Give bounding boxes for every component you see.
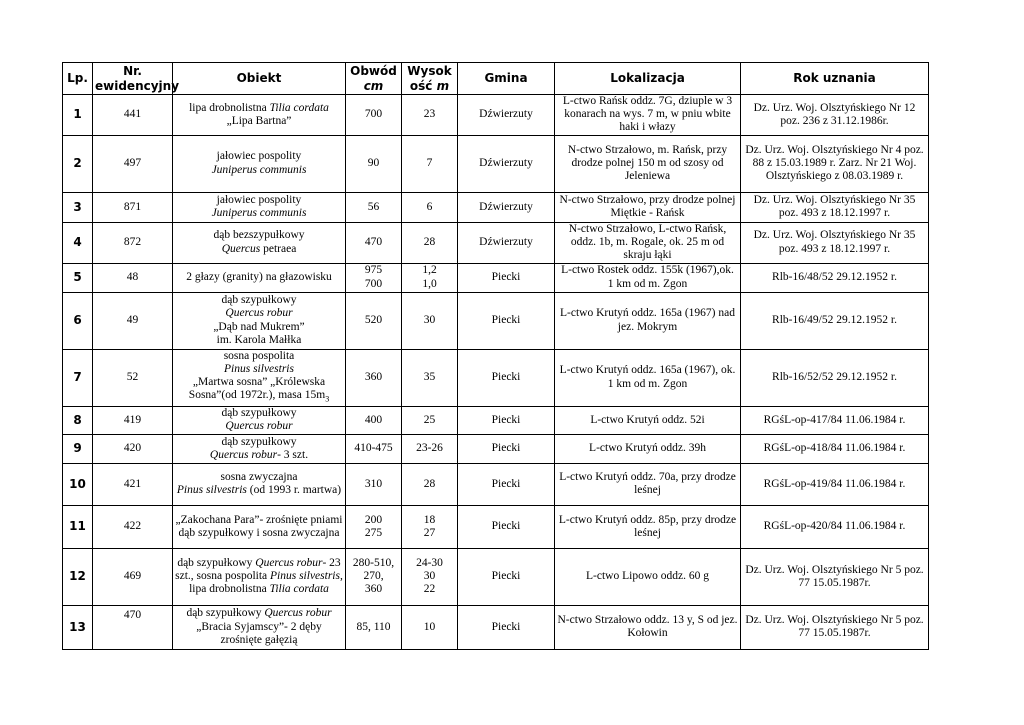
header-obwod bbox=[346, 63, 402, 95]
cell-obiekt: dąb szypułkowy Quercus robur- 3 szt. bbox=[173, 434, 346, 463]
header-obwod-unit: cm bbox=[363, 78, 384, 93]
cell-rok: Dz. Urz. Woj. Olsztyńskiego Nr 35 poz. 493 z 18.12.1997 r. bbox=[741, 222, 929, 263]
cell-nr: 49 bbox=[93, 292, 173, 349]
header-lokalizacja: Lokalizacja bbox=[555, 63, 741, 95]
cell-obiekt: jałowiec pospolity Juniperus communis bbox=[173, 192, 346, 222]
cell-rok: RGśL-op-419/84 11.06.1984 r. bbox=[741, 463, 929, 505]
cell-lp: 2 bbox=[63, 135, 93, 192]
table-row bbox=[63, 95, 929, 136]
cell-rok: Rlb-16/52/52 29.12.1952 r. bbox=[741, 349, 929, 406]
cell-obwod: 280-510, 270, 360 bbox=[346, 548, 402, 605]
cell-gmina: Dźwierzuty bbox=[458, 222, 555, 263]
table-row bbox=[63, 463, 929, 505]
cell-lp: 13 bbox=[63, 605, 93, 649]
cell-nr: 441 bbox=[93, 95, 173, 136]
cell-wysokosc: 28 bbox=[402, 463, 458, 505]
cell-lp: 9 bbox=[63, 434, 93, 463]
cell-obwod: 700 bbox=[346, 95, 402, 136]
cell-gmina: Piecki bbox=[458, 349, 555, 406]
header-row bbox=[63, 63, 929, 95]
cell-lokalizacja: L-ctwo Krutyń oddz. 70a, przy drodze leśnej bbox=[555, 463, 741, 505]
cell-lokalizacja: L-ctwo Krutyń oddz. 165a (1967), ok. 1 km od m. Zgon bbox=[555, 349, 741, 406]
cell-rok: Rlb-16/49/52 29.12.1952 r. bbox=[741, 292, 929, 349]
cell-lp: 1 bbox=[63, 95, 93, 136]
cell-rok: Dz. Urz. Woj. Olsztyńskiego Nr 5 poz. 77 15.05.1987r. bbox=[741, 548, 929, 605]
cell-rok: Dz. Urz. Woj. Olsztyńskiego Nr 12 poz. 236 z 31.12.1986r. bbox=[741, 95, 929, 136]
cell-lp: 10 bbox=[63, 463, 93, 505]
cell-nr: 872 bbox=[93, 222, 173, 263]
document-page bbox=[62, 62, 928, 650]
cell-lokalizacja: L-ctwo Krutyń oddz. 85p, przy drodze leśnej bbox=[555, 505, 741, 548]
table-row bbox=[63, 192, 929, 222]
cell-gmina: Piecki bbox=[458, 292, 555, 349]
header-rok: Rok uznania bbox=[741, 63, 929, 95]
cell-wysokosc: 1,2 1,0 bbox=[402, 263, 458, 292]
table-row bbox=[63, 222, 929, 263]
cell-gmina: Piecki bbox=[458, 548, 555, 605]
cell-obwod: 360 bbox=[346, 349, 402, 406]
cell-rok: Dz. Urz. Woj. Olsztyńskiego Nr 5 poz. 77 15.05.1987r. bbox=[741, 605, 929, 649]
cell-obiekt: dąb bezszypułkowy Quercus petraea bbox=[173, 222, 346, 263]
cell-obiekt: dąb szypułkowy Quercus robur „Bracia Syjamscy”- 2 dęby zrośnięte gałęzią bbox=[173, 605, 346, 649]
cell-wysokosc: 30 bbox=[402, 292, 458, 349]
cell-nr: 469 bbox=[93, 548, 173, 605]
cell-nr: 497 bbox=[93, 135, 173, 192]
header-wysokosc bbox=[402, 63, 458, 95]
cell-obiekt: lipa drobnolistna Tilia cordata „Lipa Bartna” bbox=[173, 95, 346, 136]
cell-lokalizacja: N-ctwo Strzałowo oddz. 13 y, S od jez. Kołowin bbox=[555, 605, 741, 649]
cell-obiekt: jałowiec pospolity Juniperus communis bbox=[173, 135, 346, 192]
cell-obwod: 410-475 bbox=[346, 434, 402, 463]
cell-obiekt: dąb szypułkowy Quercus robur „Dąb nad Mukrem” im. Karola Małłka bbox=[173, 292, 346, 349]
cell-wysokosc: 23-26 bbox=[402, 434, 458, 463]
table-row bbox=[63, 434, 929, 463]
table-row bbox=[63, 505, 929, 548]
cell-obwod: 400 bbox=[346, 406, 402, 434]
cell-obwod: 56 bbox=[346, 192, 402, 222]
cell-lokalizacja: N-ctwo Strzałowo, m. Rańsk, przy drodze polnej 150 m od szosy od Jeleniewa bbox=[555, 135, 741, 192]
cell-nr: 871 bbox=[93, 192, 173, 222]
cell-lokalizacja: L-ctwo Krutyń oddz. 165a (1967) nad jez. Mokrym bbox=[555, 292, 741, 349]
cell-nr: 470 bbox=[93, 605, 173, 649]
header-obwod-label: Obwód bbox=[350, 63, 397, 78]
cell-gmina: Piecki bbox=[458, 263, 555, 292]
cell-obwod: 310 bbox=[346, 463, 402, 505]
table-row bbox=[63, 263, 929, 292]
header-obiekt: Obiekt bbox=[173, 63, 346, 95]
table-row bbox=[63, 605, 929, 649]
cell-nr: 420 bbox=[93, 434, 173, 463]
monuments-table bbox=[62, 62, 929, 650]
header-wysokosc-unit: m bbox=[432, 78, 450, 93]
cell-lp: 5 bbox=[63, 263, 93, 292]
cell-wysokosc: 7 bbox=[402, 135, 458, 192]
cell-gmina: Dźwierzuty bbox=[458, 192, 555, 222]
cell-gmina: Piecki bbox=[458, 605, 555, 649]
cell-obwod: 975 700 bbox=[346, 263, 402, 292]
cell-lokalizacja: L-ctwo Krutyń oddz. 39h bbox=[555, 434, 741, 463]
table-row bbox=[63, 135, 929, 192]
cell-obwod: 90 bbox=[346, 135, 402, 192]
cell-obwod: 470 bbox=[346, 222, 402, 263]
cell-lokalizacja: L-ctwo Lipowo oddz. 60 g bbox=[555, 548, 741, 605]
cell-nr: 52 bbox=[93, 349, 173, 406]
cell-obiekt: „Zakochana Para”- zrośnięte pniami dąb szypułkowy i sosna zwyczajna bbox=[173, 505, 346, 548]
cell-rok: RGśL-op-417/84 11.06.1984 r. bbox=[741, 406, 929, 434]
cell-lp: 7 bbox=[63, 349, 93, 406]
cell-nr: 422 bbox=[93, 505, 173, 548]
cell-nr: 419 bbox=[93, 406, 173, 434]
cell-lp: 12 bbox=[63, 548, 93, 605]
cell-lp: 6 bbox=[63, 292, 93, 349]
cell-obiekt: sosna pospolita Pinus silvestris „Martwa sosna” „Królewska Sosna”(od 1972r.), masa $15m_3$ bbox=[173, 349, 346, 406]
table-row bbox=[63, 292, 929, 349]
cell-wysokosc: 10 bbox=[402, 605, 458, 649]
cell-lp: 11 bbox=[63, 505, 93, 548]
cell-gmina: Dźwierzuty bbox=[458, 135, 555, 192]
cell-obwod: 200 275 bbox=[346, 505, 402, 548]
header-lp: Lp. bbox=[63, 63, 93, 95]
cell-nr: 421 bbox=[93, 463, 173, 505]
cell-wysokosc: 23 bbox=[402, 95, 458, 136]
cell-gmina: Dźwierzuty bbox=[458, 95, 555, 136]
table-row bbox=[63, 349, 929, 406]
cell-wysokosc: 35 bbox=[402, 349, 458, 406]
table-row bbox=[63, 406, 929, 434]
cell-rok: Dz. Urz. Woj. Olsztyńskiego Nr 4 poz. 88 z 15.03.1989 r. Zarz. Nr 21 Woj. Olsztyńskiego z 08.03.1989 r. bbox=[741, 135, 929, 192]
cell-gmina: Piecki bbox=[458, 505, 555, 548]
cell-lp: 8 bbox=[63, 406, 93, 434]
cell-wysokosc: 28 bbox=[402, 222, 458, 263]
cell-obiekt: dąb szypułkowy Quercus robur- 23 szt., sosna pospolita Pinus silvestris, lipa drobnolistna Tilia cordata bbox=[173, 548, 346, 605]
header-nr: Nr. ewidencyjny bbox=[93, 63, 173, 95]
cell-obiekt: 2 głazy (granity) na głazowisku bbox=[173, 263, 346, 292]
cell-nr: 48 bbox=[93, 263, 173, 292]
cell-wysokosc: 6 bbox=[402, 192, 458, 222]
cell-lokalizacja: L-ctwo Rańsk oddz. 7G, dziuple w 3 konarach na wys. 7 m, w pniu wbite haki i włazy bbox=[555, 95, 741, 136]
header-wysokosc-label: Wysokość m bbox=[407, 63, 452, 93]
cell-gmina: Piecki bbox=[458, 406, 555, 434]
cell-wysokosc: 25 bbox=[402, 406, 458, 434]
header-gmina: Gmina bbox=[458, 63, 555, 95]
cell-rok: RGśL-op-420/84 11.06.1984 r. bbox=[741, 505, 929, 548]
cell-lokalizacja: N-ctwo Strzałowo, L-ctwo Rańsk, oddz. 1b, m. Rogale, ok. 25 m od skraju łąki bbox=[555, 222, 741, 263]
cell-gmina: Piecki bbox=[458, 463, 555, 505]
cell-lp: 3 bbox=[63, 192, 93, 222]
cell-lp: 4 bbox=[63, 222, 93, 263]
cell-obwod: 520 bbox=[346, 292, 402, 349]
cell-obiekt: sosna zwyczajna Pinus silvestris (od 1993 r. martwa) bbox=[173, 463, 346, 505]
cell-wysokosc: 18 27 bbox=[402, 505, 458, 548]
table-row bbox=[63, 548, 929, 605]
cell-gmina: Piecki bbox=[458, 434, 555, 463]
cell-obiekt: dąb szypułkowy Quercus robur bbox=[173, 406, 346, 434]
cell-obwod: 85, 110 bbox=[346, 605, 402, 649]
cell-lokalizacja: N-ctwo Strzałowo, przy drodze polnej Miętkie - Rańsk bbox=[555, 192, 741, 222]
cell-lokalizacja: L-ctwo Rostek oddz. 155k (1967),ok. 1 km od m. Zgon bbox=[555, 263, 741, 292]
cell-rok: RGśL-op-418/84 11.06.1984 r. bbox=[741, 434, 929, 463]
cell-wysokosc: 24-30 30 22 bbox=[402, 548, 458, 605]
cell-rok: Rlb-16/48/52 29.12.1952 r. bbox=[741, 263, 929, 292]
cell-lokalizacja: L-ctwo Krutyń oddz. 52i bbox=[555, 406, 741, 434]
cell-rok: Dz. Urz. Woj. Olsztyńskiego Nr 35 poz. 493 z 18.12.1997 r. bbox=[741, 192, 929, 222]
